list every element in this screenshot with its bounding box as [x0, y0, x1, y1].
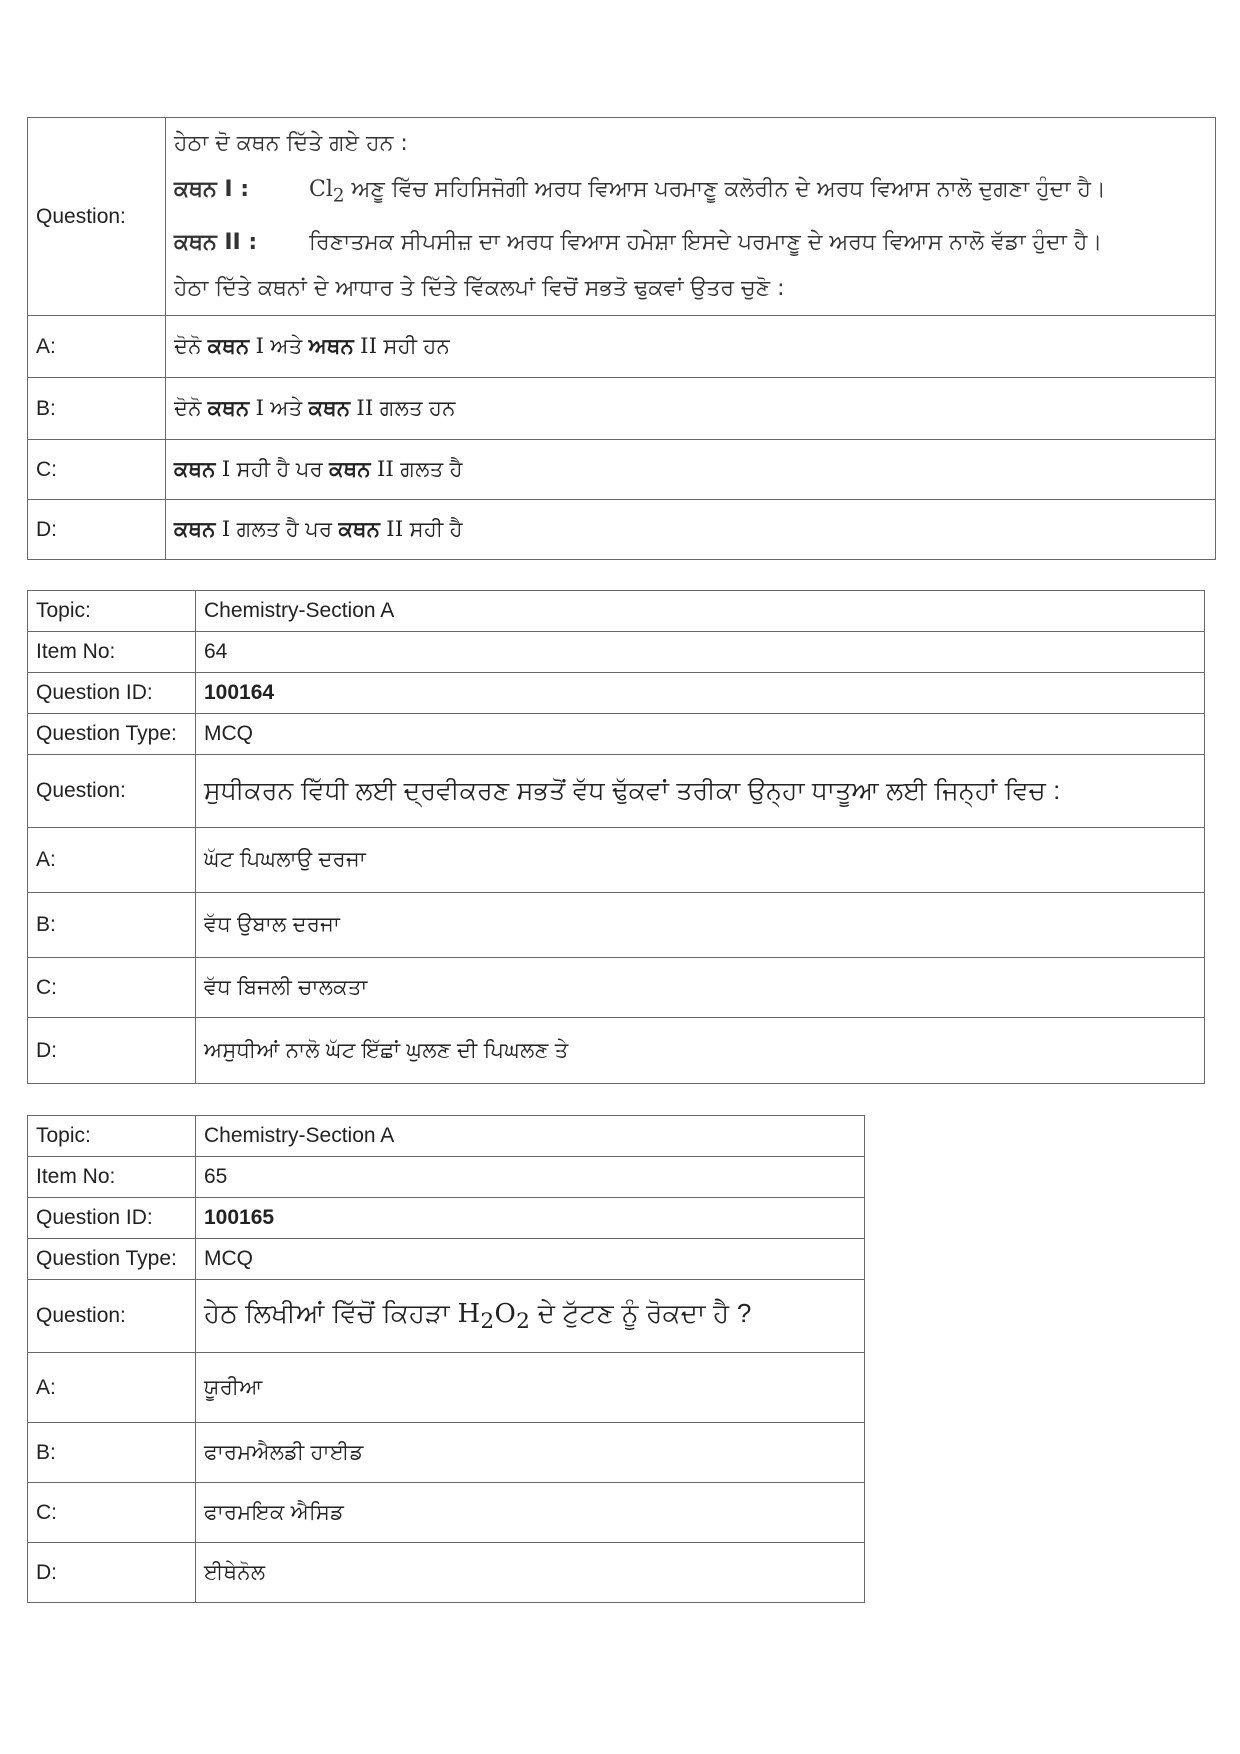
question-id-number: 100165: [204, 1206, 275, 1229]
option-a-numeral: I: [255, 334, 265, 358]
option-c-row: [28, 1483, 865, 1543]
intro-line: ਹੇਠਾ ਦੋ ਕਥਨ ਦਿੱਤੇ ਗਏ ਹਨ :: [174, 131, 408, 157]
question-65-table: [27, 1115, 865, 1603]
option-c-word: ਗਲਤ ਹੈ: [400, 458, 463, 481]
question-id-row: [28, 1198, 865, 1239]
item-value: 65: [196, 1157, 865, 1198]
question-id-label: Question ID:: [28, 1198, 196, 1239]
option-a-row: [28, 316, 1216, 378]
item-row: [28, 632, 1205, 673]
statement-2-label: ਕਥਨ II :: [174, 229, 258, 255]
question-id-value: [196, 1198, 865, 1239]
formula-sub-2: 2: [516, 1309, 531, 1335]
option-b-numeral: I: [255, 396, 265, 420]
option-b-word: ਕਥਨ: [308, 397, 351, 420]
option-c-word: ਕਥਨ: [329, 458, 371, 481]
option-d-word: ਕਥਨ: [174, 518, 216, 541]
option-d-text: [166, 500, 1216, 560]
question-id-label: Question ID:: [28, 673, 196, 714]
option-c-row: [28, 958, 1205, 1018]
topic-value: Chemistry-Section A: [196, 1116, 865, 1157]
question-row: [28, 118, 1216, 316]
question-label: Question:: [28, 118, 166, 316]
question-label: Question:: [28, 755, 196, 828]
cl-symbol: Cl: [309, 177, 333, 203]
question-64-table: [27, 590, 1205, 1084]
option-b-word: ਕਥਨ: [207, 397, 250, 420]
option-c-label: C:: [28, 440, 166, 500]
closing-line: ਹੇਠਾ ਦਿੱਤੇ ਕਥਨਾਂ ਦੇ ਆਧਾਰ ਤੇ ਦਿੱਤੇ ਵਿੱਕਲਪਾਂ ਵਿਚੋਂ ਸਭਤੋ ਢੁਕਵਾਂ ਉਤਰ ਚੁਣੋ :: [174, 275, 785, 301]
item-row: [28, 1157, 865, 1198]
option-a-label: A:: [28, 828, 196, 893]
question-row: [28, 1280, 865, 1353]
option-a-text: ਘੱਟ ਪਿਘਲਾਉ ਦਰਜਾ: [196, 828, 1205, 893]
option-b-text: ਫਾਰਮਐਲਡੀ ਹਾਈਡ: [196, 1423, 865, 1483]
option-c-label: C:: [28, 958, 196, 1018]
h2o2-formula: [457, 1298, 531, 1335]
topic-row: [28, 591, 1205, 632]
formula-o: O: [494, 1298, 517, 1329]
statement-1-label: ਕਥਨ I :: [174, 177, 250, 203]
statement-1-text: ਅਣੂ ਵਿੱਚ ਸਹਿਸਿਜੋਗੀ ਅਰਧ ਵਿਆਸ ਪਰਮਾਣੂ ਕਲੋਰੀਨ ਦੇ ਅਰਧ ਵਿਆਸ ਨਾਲੋ ਦੁਗਣਾ ਹੁੰਦਾ ਹੈ।: [351, 177, 1106, 203]
option-b-numeral: II: [356, 396, 374, 420]
item-value: 64: [196, 632, 1205, 673]
option-d-row: [28, 500, 1216, 560]
option-d-label: D:: [28, 500, 166, 560]
statement-1: [174, 167, 1207, 219]
question-id-row: [28, 673, 1205, 714]
question-type-label: Question Type:: [28, 714, 196, 755]
option-a-word: ਅਤੇ: [270, 335, 303, 358]
option-c-text: [166, 440, 1216, 500]
option-c-row: [28, 440, 1216, 500]
option-d-label: D:: [28, 1543, 196, 1603]
question-text-start: ਹੇਠ ਲਿਖੀਆਂ ਵਿੱਚੋਂ ਕਿਹੜਾ: [204, 1297, 450, 1328]
question-type-row: [28, 714, 1205, 755]
option-a-row: [28, 828, 1205, 893]
cl-subscript: 2: [332, 185, 345, 207]
option-a-word: ਅਥਨ: [308, 335, 354, 358]
topic-label: Topic:: [28, 1116, 196, 1157]
option-d-label: D:: [28, 1018, 196, 1084]
item-label: Item No:: [28, 1157, 196, 1198]
item-label: Item No:: [28, 632, 196, 673]
option-d-word: ਕਥਨ: [338, 518, 381, 541]
option-d-text: ਅਸੁਧੀਆਂ ਨਾਲੋ ਘੱਟ ਇੱਛਾਂ ਘੁਲਣ ਦੀ ਪਿਘਲਣ ਤੇ: [196, 1018, 1205, 1084]
option-c-text: ਵੱਧ ਬਿਜਲੀ ਚਾਲਕਤਾ: [196, 958, 1205, 1018]
option-b-label: B:: [28, 378, 166, 440]
option-b-word: ਦੋਨੋ: [174, 397, 202, 420]
question-label: Question:: [28, 1280, 196, 1353]
question-type-label: Question Type:: [28, 1239, 196, 1280]
option-d-word: ਗਲਤ ਹੈ ਪਰ: [236, 518, 333, 541]
option-d-row: [28, 1018, 1205, 1084]
option-a-numeral: II: [360, 334, 378, 358]
formula-sub-1: 2: [480, 1309, 495, 1335]
question-63-table: [27, 117, 1216, 560]
option-a-word: ਕਥਨ: [207, 335, 250, 358]
question-id-value: [196, 673, 1205, 714]
statement-2: [174, 220, 1207, 266]
option-c-word: ਸਹੀ ਹੈ ਪਰ: [236, 458, 323, 481]
question-text: [166, 118, 1216, 316]
option-a-word: ਸਹੀ ਹਨ: [383, 335, 451, 358]
option-c-word: ਕਥਨ: [174, 458, 216, 481]
option-c-numeral: I: [221, 457, 231, 481]
option-d-text: ਈਥੇਨੋਲ: [196, 1543, 865, 1603]
option-b-text: ਵੱਧ ਉਬਾਲ ਦਰਜਾ: [196, 893, 1205, 958]
option-c-text: ਫਾਰਮਇਕ ਐਸਿਡ: [196, 1483, 865, 1543]
question-text: ਸੁਧੀਕਰਨ ਵਿੱਧੀ ਲਈ ਦ੍ਰਵੀਕਰਣ ਸਭਤੋਂ ਵੱਧ ਢੁੱਕਵਾਂ ਤਰੀਕਾ ਉਨ੍ਹਾ ਧਾਤੂਆ ਲਈ ਜਿਨ੍ਹਾਂ ਵਿਚ :: [196, 755, 1205, 828]
question-type-row: [28, 1239, 865, 1280]
topic-row: [28, 1116, 865, 1157]
option-b-label: B:: [28, 1423, 196, 1483]
option-c-label: C:: [28, 1483, 196, 1543]
option-b-row: [28, 893, 1205, 958]
topic-label: Topic:: [28, 591, 196, 632]
topic-value: Chemistry-Section A: [196, 591, 1205, 632]
option-c-numeral: II: [376, 457, 395, 481]
option-d-word: ਸਹੀ ਹੈ: [409, 518, 463, 541]
question-id-number: 100164: [204, 681, 275, 704]
option-b-row: [28, 1423, 865, 1483]
option-a-text: [166, 316, 1216, 378]
option-a-label: A:: [28, 1353, 196, 1423]
option-d-numeral: I: [221, 517, 231, 541]
question-row: [28, 755, 1205, 828]
option-b-text: [166, 378, 1216, 440]
question-text-end: ਦੇ ਟੁੱਟਣ ਨੂੰ ਰੋਕਦਾ ਹੈ ?: [537, 1297, 752, 1328]
option-b-label: B:: [28, 893, 196, 958]
option-b-row: [28, 378, 1216, 440]
option-b-word: ਅਤੇ: [270, 397, 303, 420]
option-a-row: [28, 1353, 865, 1423]
question-type-value: MCQ: [196, 714, 1205, 755]
option-d-numeral: II: [386, 517, 404, 541]
question-type-value: MCQ: [196, 1239, 865, 1280]
option-d-row: [28, 1543, 865, 1603]
question-text: [196, 1280, 865, 1353]
option-a-word: ਦੋਨੋ: [174, 335, 202, 358]
statement-2-text: ਰਿਣਾਤਮਕ ਸੀਪਸੀਜ਼ ਦਾ ਅਰਧ ਵਿਆਸ ਹਮੇਸ਼ਾ ਇਸਦੇ ਪਰਮਾਣੂ ਦੇ ਅਰਧ ਵਿਆਸ ਨਾਲੋ ਵੱਡਾ ਹੁੰਦਾ ਹੈ।: [309, 229, 1103, 255]
option-a-text: ਯੂਰੀਆ: [196, 1353, 865, 1423]
option-b-word: ਗਲਤ ਹਨ: [379, 397, 456, 420]
option-a-label: A:: [28, 316, 166, 378]
formula-h: H: [457, 1298, 481, 1329]
